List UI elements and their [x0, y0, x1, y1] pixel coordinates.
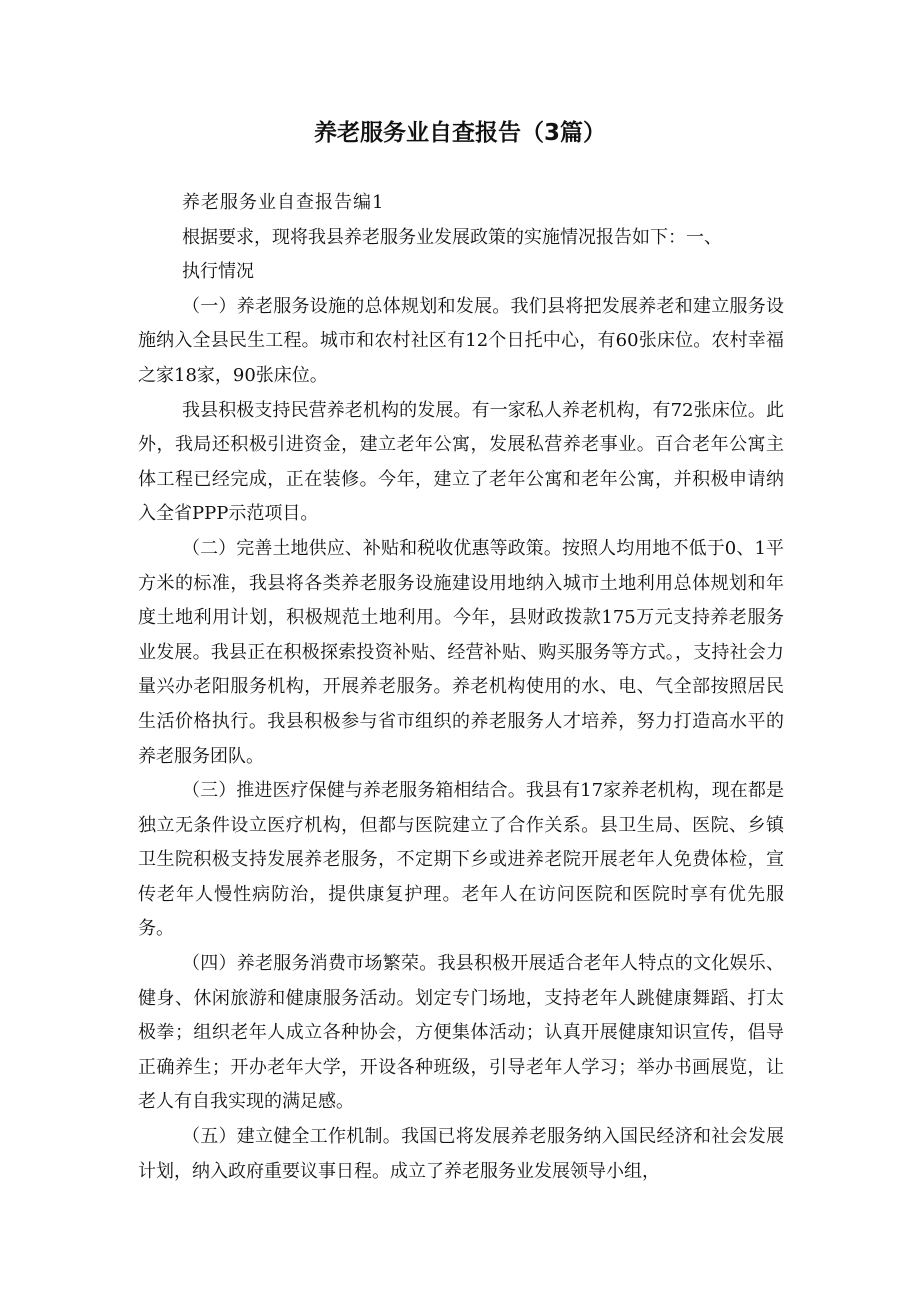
- intro-line-2: 执行情况: [182, 261, 254, 283]
- paragraph-work-mechanism: （五）建立健全工作机制。我国已将发展养老服务纳入国民经济和社会发展计划，纳入政府重要议事日程。成立了养老服务业发展领导小组，: [138, 1126, 784, 1182]
- intro-line-1: 根据要求，现将我县养老服务业发展政策的实施情况报告如下：一、: [182, 226, 722, 248]
- report-subtitle: 养老服务业自查报告编1: [182, 192, 385, 213]
- paragraph-private-institutions: 我县积极支持民营养老机构的发展。有一家私人养老机构，有72张床位。此外，我局还积极引进资金，建立老年公寓，发展私营养老事业。百合老年公寓主体工程已经完成，正在装修。今年，建立了老年公寓和老年公寓，并积极申请纳入全省PPP示范项目。: [138, 399, 784, 525]
- document-body: [138, 186, 784, 1189]
- document-title: 养老服务业自查报告（3篇）: [313, 120, 606, 146]
- paragraph-land-subsidy-policy: （二）完善土地供应、补贴和税收优惠等政策。按照人均用地不低于0、1平方米的标准，我县将各类养老服务设施建设用地纳入城市土地利用总体规划和年度土地利用计划，积极规范土地利用。今年，县财政拨款175万元支持养老服务业发展。我县正在积极探索投资补贴、经营补贴、购买服务等方式。，支持社会力量兴办老阳服务机构，开展养老服务。养老机构使用的水、电、气全部按照居民生活价格执行。我县积极参与省市组织的养老服务人才培养，努力打造高水平的养老服务团队。: [138, 537, 784, 767]
- paragraph-medical-care: （三）推进医疗保健与养老服务箱相结合。我县有17家养老机构，现在都是独立无条件设立医疗机构，但都与医院建立了合作关系。县卫生局、医院、乡镇卫生院积极支持发展养老服务，不定期下乡或进养老院开展老年人免费体检，宣传老年人慢性病防治，提供康复护理。老年人在访问医院和医院时享有优先服务。: [138, 780, 784, 940]
- paragraph-consumer-market: （四）养老服务消费市场繁荣。我县积极开展适合老年人特点的文化娱乐、健身、休闲旅游和健康服务活动。划定专门场地，支持老年人跳健康舞蹈、打太极拳；组织老年人成立各种协会，方便集体活动；认真开展健康知识宣传，倡导正确养生；开办老年大学，开设各种班级，引导老年人学习；举办书画展览，让老人有自我实现的满足感。: [138, 953, 784, 1113]
- paragraph-facilities-planning: （一）养老服务设施的总体规划和发展。我们县将把发展养老和建立服务设施纳入全县民生工程。城市和农村社区有12个日托中心，有60张床位。农村幸福之家18家，90张床位。: [138, 295, 784, 386]
